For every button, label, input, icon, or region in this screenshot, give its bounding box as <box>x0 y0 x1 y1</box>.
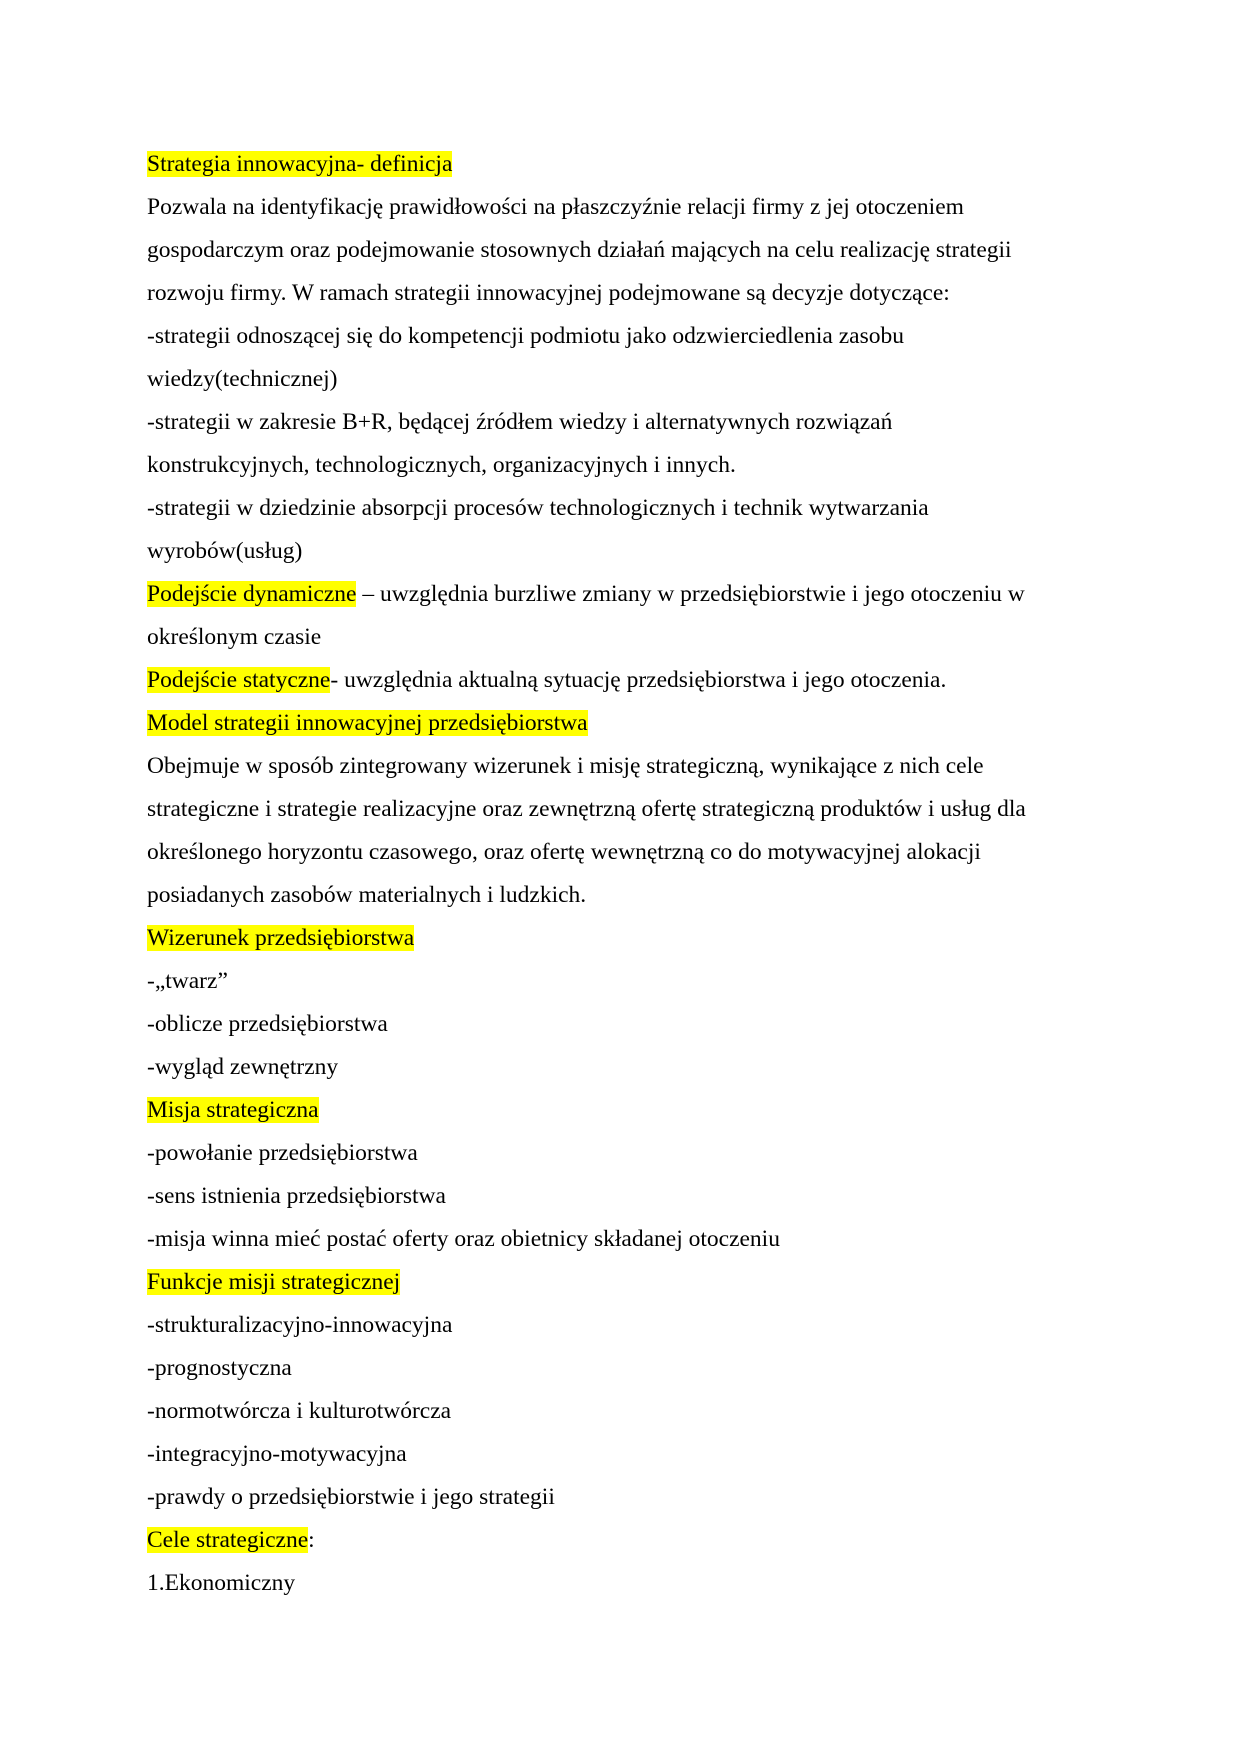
highlighted-heading: Podejście dynamiczne <box>147 581 357 607</box>
highlighted-heading: Misja strategiczna <box>147 1097 319 1123</box>
definition-text: - uwzględnia aktualną sytuację przedsiębiorstwa i jego otoczenia. <box>330 667 947 693</box>
list-item: -prognostyczna <box>147 1355 292 1381</box>
section-heading-misja-strategiczna <box>147 1089 1107 1132</box>
list-item: -oblicze przedsiębiorstwa <box>147 1011 388 1037</box>
list-item: -normotwórcza i kulturotwórcza <box>147 1398 452 1424</box>
list-item: -strukturalizacyjno-innowacyjna <box>147 1312 453 1338</box>
paragraph-line: Obejmuje w sposób zintegrowany wizerunek i misję strategiczną, wynikające z nich cele <box>147 753 984 779</box>
list-item: -integracyjno-motywacyjna <box>147 1441 407 1467</box>
list-item: -wygląd zewnętrzny <box>147 1054 339 1080</box>
heading-colon: : <box>308 1527 315 1553</box>
definition-text: – uwzględnia burzliwe zmiany w przedsiębiorstwie i jego otoczeniu w <box>356 581 1025 607</box>
list-item: -powołanie przedsiębiorstwa <box>147 1140 418 1166</box>
list-item: -prawdy o przedsiębiorstwie i jego strategii <box>147 1484 555 1510</box>
list-item: -strategii w zakresie B+R, będącej źródłem wiedzy i alternatywnych rozwiązań <box>147 409 893 435</box>
highlighted-heading: Wizerunek przedsiębiorstwa <box>147 925 415 951</box>
list-item: 1.Ekonomiczny <box>147 1570 296 1596</box>
highlighted-heading: Strategia innowacyjna- definicja <box>147 151 453 177</box>
section-heading-model-strategii <box>147 702 1107 745</box>
paragraph-line: strategiczne i strategie realizacyjne oraz zewnętrzną ofertę strategiczną produktów i usług dla <box>147 796 1026 822</box>
list-item: -strategii w dziedzinie absorpcji procesów technologicznych i technik wytwarzania <box>147 495 929 521</box>
highlighted-heading: Podejście statyczne <box>147 667 331 693</box>
list-item: -strategii odnoszącej się do kompetencji podmiotu jako odzwierciedlenia zasobu <box>147 323 904 349</box>
section-heading-strategia-innowacyjna <box>147 143 1107 186</box>
highlighted-heading: Model strategii innowacyjnej przedsiębiorstwa <box>147 710 588 736</box>
list-item: -misja winna mieć postać oferty oraz obietnicy składanej otoczeniu <box>147 1226 780 1252</box>
definition-line-podejscie-dynamiczne <box>147 573 1107 616</box>
list-item-continuation: wyrobów(usług) <box>147 538 303 564</box>
list-item: -sens istnienia przedsiębiorstwa <box>147 1183 446 1209</box>
section-heading-funkcje-misji <box>147 1261 1107 1304</box>
section-heading-cele-strategiczne <box>147 1519 1107 1562</box>
paragraph-line: gospodarczym oraz podejmowanie stosownych działań mających na celu realizację strategii <box>147 237 1012 263</box>
highlighted-heading: Funkcje misji strategicznej <box>147 1269 401 1295</box>
paragraph-line: określonego horyzontu czasowego, oraz ofertę wewnętrzną co do motywacyjnej alokacji <box>147 839 981 865</box>
definition-line-podejscie-statyczne <box>147 659 1107 702</box>
paragraph-line: rozwoju firmy. W ramach strategii innowacyjnej podejmowane są decyzje dotyczące: <box>147 280 950 306</box>
paragraph-line: posiadanych zasobów materialnych i ludzkich. <box>147 882 587 908</box>
list-item-continuation: wiedzy(technicznej) <box>147 366 338 392</box>
document-body <box>147 143 1107 1605</box>
list-item: -„twarz” <box>147 968 228 994</box>
section-heading-wizerunek <box>147 917 1107 960</box>
paragraph-line: Pozwala na identyfikację prawidłowości na płaszczyźnie relacji firmy z jej otoczeniem <box>147 194 964 220</box>
list-item-continuation: konstrukcyjnych, technologicznych, organizacyjnych i innych. <box>147 452 736 478</box>
paragraph-line: określonym czasie <box>147 624 322 650</box>
highlighted-heading: Cele strategiczne <box>147 1527 309 1553</box>
